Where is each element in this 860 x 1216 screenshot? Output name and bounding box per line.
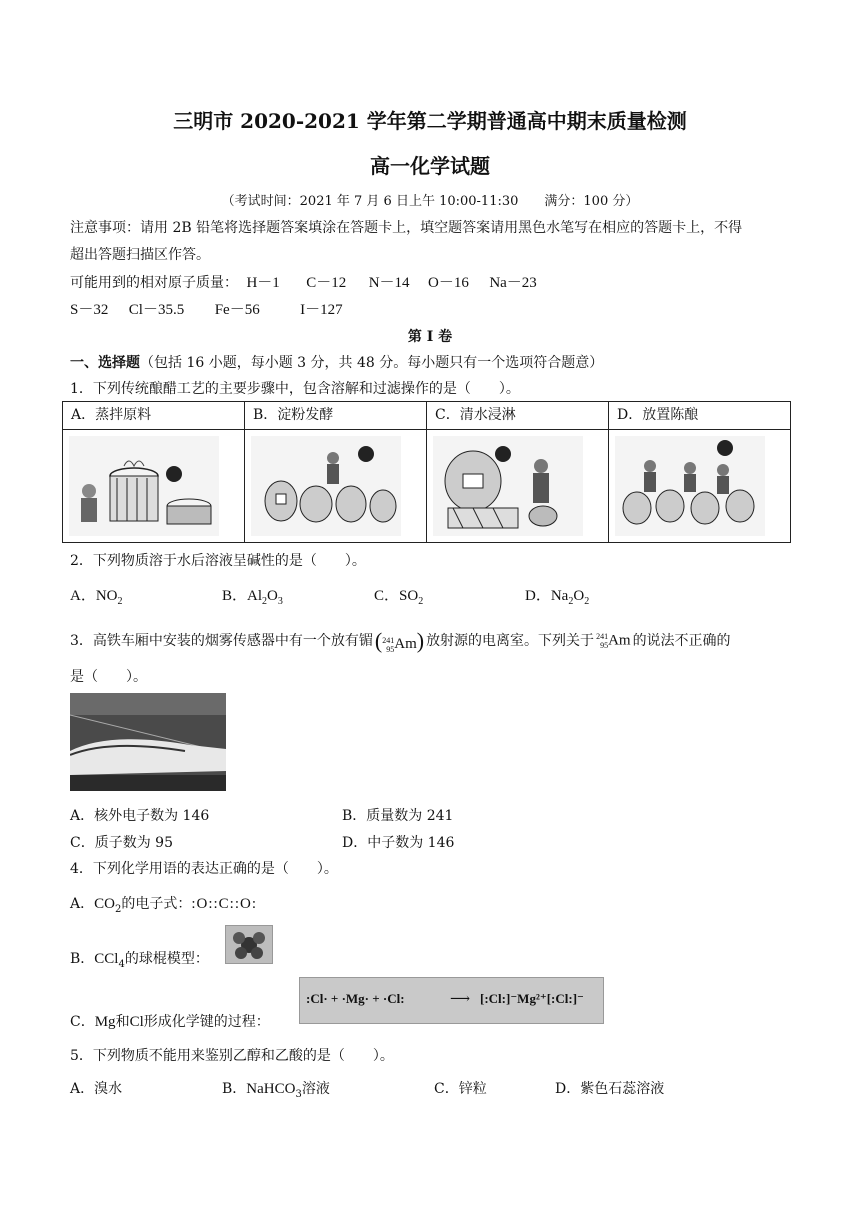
nuclide-am-2: 241 95Am bbox=[596, 632, 631, 650]
notice-line-2: 超出答题扫描区作答。 bbox=[70, 247, 210, 263]
q2-option-a[interactable]: A．$NO_2$ bbox=[70, 588, 123, 607]
q3-stem-line-2: 是（ ）。 bbox=[70, 669, 147, 685]
co2-lewis-structure: :O::C::O: bbox=[191, 896, 258, 912]
q3-stem-line-1: 3．高铁车厢中安装的烟雾传感器中有一个放有镅(241 95Am) 放射源的电离室。下列关于 241 95Am 的说法不正确的 bbox=[70, 628, 731, 654]
mass-fe: Fe－56 bbox=[214, 302, 260, 318]
atomic-masses-row-1 bbox=[70, 271, 537, 292]
q3-option-a[interactable]: A．核外电子数为 146 bbox=[70, 808, 210, 824]
section-heading bbox=[70, 352, 603, 372]
mass-h: H－1 bbox=[246, 275, 280, 291]
q1-options-table bbox=[62, 401, 791, 543]
aging-illustration bbox=[609, 430, 791, 543]
q1-stem: 1．下列传统酿醋工艺的主要步骤中，包含溶解和过滤操作的是（ ）。 bbox=[70, 381, 520, 397]
q2-option-c[interactable]: C．$SO_2$ bbox=[374, 588, 424, 607]
section-heading-title: 一、选择题 bbox=[70, 355, 140, 371]
q1-option-a[interactable]: A．蒸拌原料 bbox=[63, 402, 245, 430]
q3-option-c[interactable]: C．质子数为 95 bbox=[70, 835, 173, 851]
q5-stem: 5．下列物质不能用来鉴别乙醇和乙酸的是（ ）。 bbox=[70, 1048, 394, 1064]
nuclide-am-1: (241 95Am) bbox=[374, 628, 425, 654]
mass-o: O－16 bbox=[428, 275, 469, 291]
q1-option-b[interactable]: B．淀粉发酵 bbox=[245, 402, 427, 430]
mgcl2-formation-diagram: :Cl· + ·Mg· + ·Cl: ⟶ [:Cl:]⁻Mg²⁺[:Cl:]⁻ bbox=[299, 977, 604, 1024]
ccl4-ball-stick-model bbox=[225, 925, 273, 964]
atomic-masses-row-2 bbox=[70, 298, 343, 319]
exam-title: 三明市 2020-2021 学年第二学期普通高中期末质量检测 bbox=[173, 109, 687, 133]
q4-option-a[interactable]: A．$CO_2$的电子式：:O::C::O: bbox=[70, 896, 258, 915]
mass-s: S－32 bbox=[70, 302, 109, 318]
q1-option-c[interactable]: C．清水浸淋 bbox=[427, 402, 609, 430]
bullet-train-photo bbox=[70, 693, 226, 791]
mass-c: C－12 bbox=[306, 275, 347, 291]
section-heading-note: （包括 16 小题，每小题 3 分，共 48 分。每小题只有一个选项符合题意） bbox=[140, 355, 604, 371]
exam-subtitle: 高一化学试题 bbox=[370, 154, 490, 178]
mass-i: I－127 bbox=[300, 302, 343, 318]
mass-cl: Cl－35.5 bbox=[128, 302, 185, 318]
volume-label: 第 I 卷 bbox=[407, 329, 453, 345]
steaming-illustration bbox=[63, 430, 245, 543]
exam-info: （考试时间：2021 年 7 月 6 日上午 10:00-11:30 满分：100 分） bbox=[221, 194, 639, 209]
q5-option-c[interactable]: C．锌粒 bbox=[434, 1081, 487, 1097]
q5-option-b[interactable]: B．NaHCO$_3$溶液 bbox=[222, 1081, 330, 1100]
arrow-right-icon: ⟶ bbox=[450, 991, 471, 1007]
atomic-masses-label: 可能用到的相对原子质量： bbox=[70, 275, 238, 291]
fermenting-illustration bbox=[245, 430, 427, 543]
q3-option-b[interactable]: B．质量数为 241 bbox=[342, 808, 454, 824]
q5-option-a[interactable]: A．溴水 bbox=[70, 1081, 123, 1097]
mass-na: Na－23 bbox=[489, 275, 537, 291]
q3-option-d[interactable]: D．中子数为 146 bbox=[342, 835, 455, 851]
q5-option-d[interactable]: D．紫色石蕊溶液 bbox=[555, 1081, 665, 1097]
notice-line-1: 注意事项：请用 2B 铅笔将选择题答案填涂在答题卡上，填空题答案请用黑色水笔写在相应的答题卡上，不得 bbox=[70, 220, 743, 236]
q2-option-b[interactable]: B．$Al_2O_3$ bbox=[222, 588, 283, 607]
soaking-illustration bbox=[427, 430, 609, 543]
q2-option-d[interactable]: D．$Na_2O_2$ bbox=[525, 588, 590, 607]
q1-option-d[interactable]: D．放置陈酿 bbox=[609, 402, 791, 430]
q2-stem: 2．下列物质溶于水后溶液呈碱性的是（ ）。 bbox=[70, 553, 366, 569]
q4-option-c[interactable]: C．Mg和Cl形成化学键的过程： bbox=[70, 1014, 270, 1030]
q4-stem: 4．下列化学用语的表达正确的是（ ）。 bbox=[70, 861, 338, 877]
mass-n: N－14 bbox=[368, 275, 410, 291]
q4-option-b[interactable]: B．CCl$_4$的球棍模型： bbox=[70, 951, 209, 970]
